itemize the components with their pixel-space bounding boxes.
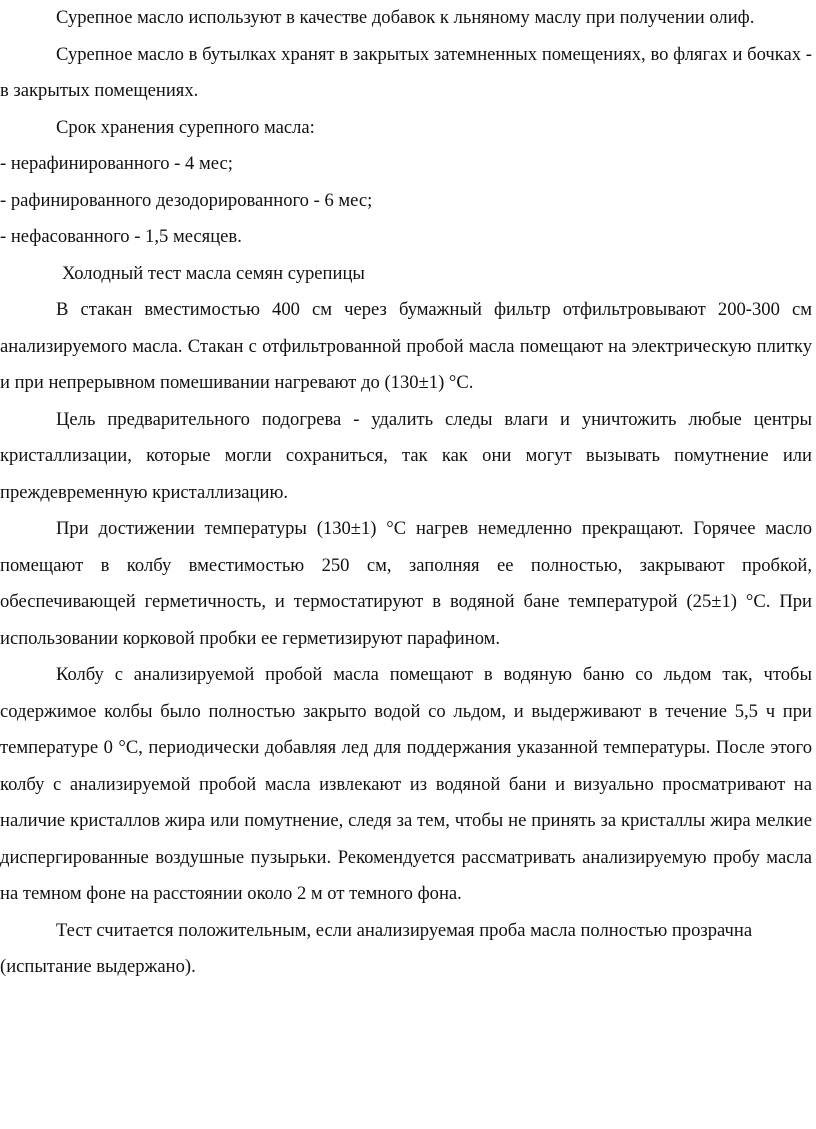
- paragraph-ice-bath: Колбу с анализируемой пробой масла помещают в водяную баню со льдом так, чтобы содержимое колбы было полностью закрыто водой со льдом, и выдерживают в течение 5,5 ч при температуре 0 °С, периодически добавляя лед для поддержания указанной температуры. После этого колбу с анализируемой пробой масла извлекают из водяной бани и визуально просматривают на наличие кристаллов жира или помутнение, следя за тем, чтобы не принять за кристаллы жира мелкие диспергированные воздушные пузырьки. Рекомендуется рассматривать анализируемую пробу масла на темном фоне на расстоянии около 2 м от темного фона.: [0, 664, 812, 904]
- paragraph-flask-thermostat: При достижении температуры (130±1) °С нагрев немедленно прекращают. Горячее масло помещают в колбу вместимостью 250 см, заполняя ее полностью, закрывают пробкой, обеспечивающей герметичность, и термостатируют в водяной бане температурой (25±1) °С. При использовании корковой пробки ее герметизируют парафином.: [0, 518, 812, 649]
- paragraph-shelf-life-heading: Срок хранения сурепного масла:: [56, 116, 315, 138]
- paragraph-oil-usage: Сурепное масло используют в качестве добавок к льняному маслу при получении олиф.: [56, 7, 755, 28]
- paragraph-test-result: Тест считается положительным, если анализируемая проба масла полностью прозрачна (испытание выдержано).: [0, 919, 753, 977]
- list-item-refined-deodorized: - рафинированного дезодорированного - 6 мес;: [0, 189, 373, 211]
- list-item-unpackaged: - нефасованного - 1,5 месяцев.: [0, 226, 242, 247]
- list-item-unrefined: - нерафинированного - 4 мес;: [0, 153, 233, 174]
- section-heading-cold-test: Холодный тест масла семян сурепицы: [62, 262, 365, 284]
- paragraph-filtering: В стакан вместимостью 400 см через бумажный фильтр отфильтровывают 200-300 см анализируемого масла. Стакан с отфильтрованной пробой масла помещают на электрическую плитку и при непрерывном помешивании нагревают до (130±1) °С.: [0, 299, 812, 393]
- paragraph-storage-conditions: Сурепное масло в бутылках хранят в закрытых затемненных помещениях, во флягах и бочках - в закрытых помещениях.: [0, 43, 812, 101]
- paragraph-preheating-purpose: Цель предварительного подогрева - удалить следы влаги и уничтожить любые центры кристаллизации, которые могли сохраниться, так как они могут вызывать помутнение или преждевременную кристаллизацию.: [0, 408, 812, 503]
